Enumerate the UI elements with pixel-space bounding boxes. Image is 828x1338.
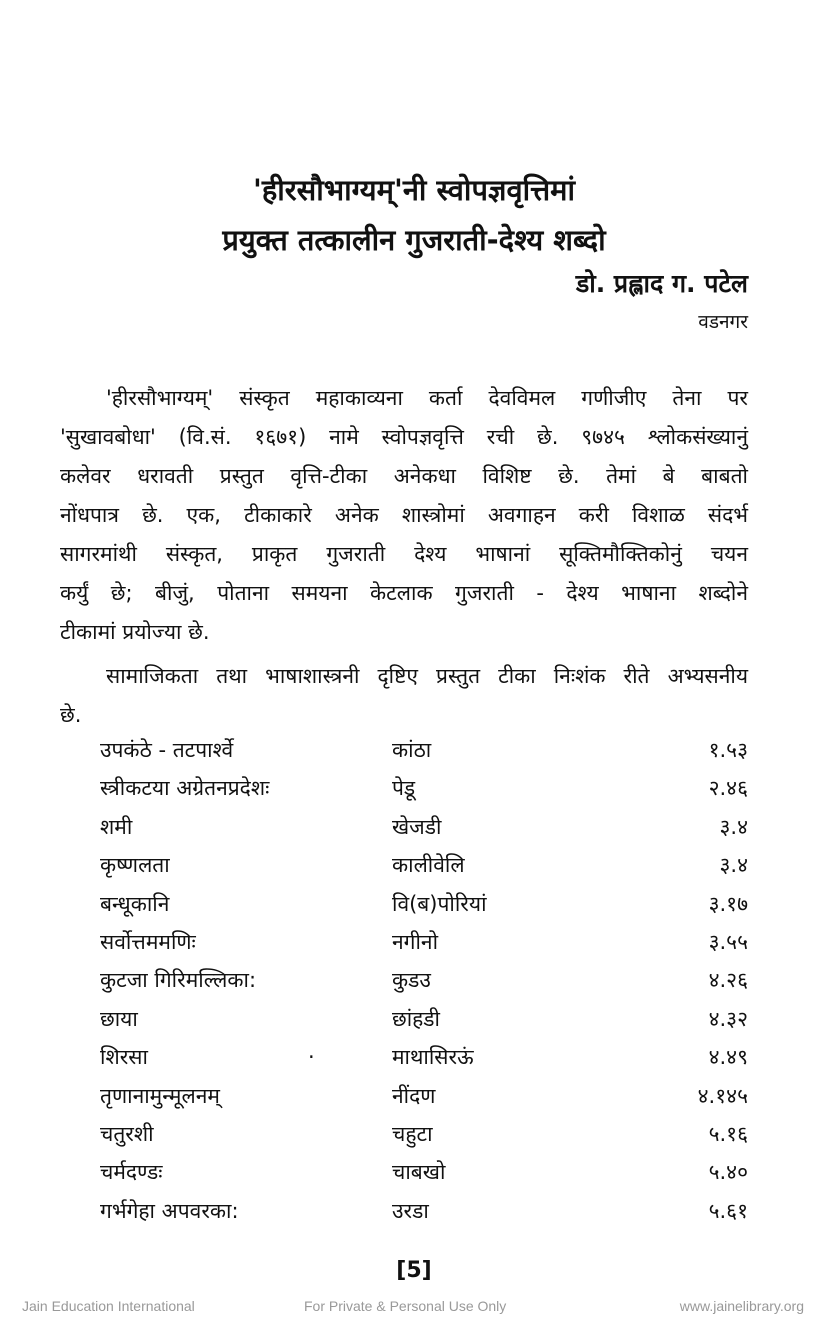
gujarati-word: छांहडी <box>392 1006 440 1031</box>
reference: ३.४ <box>719 853 748 878</box>
reference: ५.४० <box>708 1160 748 1185</box>
paragraph-line: 'सुखावबोधा' (वि.सं. १६७१) नामे स्वोपज्ञवृत्ति रची छे. ९७४५ श्लोकसंख्यानुं <box>60 425 748 449</box>
author: डो. प्रह्लाद ग. पटेल <box>575 269 748 298</box>
gujarati-word: चाबखो <box>392 1160 446 1185</box>
reference: ५.१६ <box>708 1122 748 1146</box>
gujarati-word: नींदण <box>392 1083 436 1108</box>
sanskrit-term: चर्मदण्डः <box>100 1160 163 1185</box>
table-row <box>100 1041 748 1073</box>
reference: ३.५५ <box>708 930 748 954</box>
table-row <box>100 772 748 804</box>
sanskrit-term: स्त्रीकटया अग्रेतनप्रदेशः <box>100 776 270 801</box>
footer-right: www.jainelibrary.org <box>679 1298 804 1314</box>
gujarati-word: नगीनो <box>392 930 439 954</box>
gujarati-word: पेडू <box>392 776 416 801</box>
paragraph-line: 'हीरसौभाग्यम्' संस्कृत महाकाव्यना कर्ता देवविमल गणीजीए तेना पर <box>106 386 748 410</box>
table-row <box>100 1195 748 1227</box>
table-row <box>100 1118 748 1150</box>
reference: ४.४९ <box>708 1045 748 1070</box>
table-row <box>100 926 748 958</box>
sanskrit-term: छाया <box>100 1006 138 1031</box>
table-row <box>100 964 748 996</box>
paragraph-line: नोंधपात्र छे. एक, टीकाकारे अनेक शास्त्रोमां अवगाहन करी विशाळ संदर्भ <box>60 503 748 527</box>
reference: ४.१४५ <box>697 1083 748 1108</box>
gujarati-word: कालीवेलि <box>392 853 465 878</box>
reference: ३.१७ <box>708 891 748 916</box>
sanskrit-term: सर्वोत्तममणिः <box>100 930 196 954</box>
paragraph-line: टीकामां प्रयोज्या छे. <box>60 620 210 644</box>
table-row <box>100 734 748 766</box>
stray-dot: · <box>308 1045 315 1070</box>
sanskrit-term: उपकंठे - तटपार्श्वे <box>100 738 234 762</box>
table-row <box>100 849 748 881</box>
reference: ५.६१ <box>708 1198 748 1223</box>
gujarati-word: चहुटा <box>392 1122 433 1146</box>
footer-left: Jain Education International <box>22 1298 195 1314</box>
footer-center: For Private & Personal Use Only <box>304 1298 507 1314</box>
table-row <box>100 1080 748 1112</box>
sanskrit-term: गर्भगेहा अपवरका: <box>100 1198 239 1223</box>
gujarati-word: कुडउ <box>392 968 431 993</box>
gujarati-word: उरडा <box>392 1198 429 1223</box>
sanskrit-term: शिरसा <box>100 1045 148 1070</box>
paragraph-line: सामाजिकता तथा भाषाशास्त्रनी दृष्टिए प्रस्तुत टीका निःशंक रीते अभ्यसनीय <box>106 664 748 688</box>
reference: ४.३२ <box>708 1006 748 1031</box>
sanskrit-term: कुटजा गिरिमल्लिका: <box>100 968 257 993</box>
gujarati-word: खेजडी <box>392 814 442 839</box>
table-row <box>100 888 748 920</box>
sanskrit-term: तृणानामुन्मूलनम् <box>100 1083 220 1108</box>
place: वडनगर <box>698 311 748 333</box>
sanskrit-term: चतुरशी <box>100 1122 154 1146</box>
paragraph-line: कलेवर धरावती प्रस्तुत वृत्ति-टीका अनेकधा विशिष्ट छे. तेमां बे बाबतो <box>60 464 748 488</box>
reference: २.४६ <box>708 776 748 801</box>
gujarati-word: कांठा <box>392 738 432 762</box>
title-line-2: प्रयुक्त तत्कालीन गुजराती-देश्य शब्दो <box>222 223 606 257</box>
gujarati-word: वि(ब)पोरियां <box>392 891 487 916</box>
paragraph-line: छे. <box>60 703 82 727</box>
reference: ३.४ <box>719 814 748 839</box>
sanskrit-term: शमी <box>100 814 133 839</box>
reference: १.५३ <box>708 738 748 762</box>
table-row <box>100 1156 748 1188</box>
table-row <box>100 1003 748 1035</box>
sanskrit-term: बन्धूकानि <box>100 891 170 916</box>
title-line-1: 'हीरसौभाग्यम्'नी स्वोपज्ञवृत्तिमां <box>252 173 576 207</box>
gujarati-word: माथासिरऊं <box>392 1045 474 1070</box>
paragraph-line: सागरमांथी संस्कृत, प्राकृत गुजराती देश्य भाषानां सूक्तिमौक्तिकोनुं चयन <box>60 542 748 566</box>
page-number: [5] <box>396 1258 432 1283</box>
reference: ४.२६ <box>708 968 748 993</box>
table-row <box>100 811 748 843</box>
paragraph-line: कर्युं छे; बीजुं, पोताना समयना केटलाक गुजराती - देश्य भाषाना शब्दोने <box>60 581 748 605</box>
sanskrit-term: कृष्णलता <box>100 853 170 878</box>
